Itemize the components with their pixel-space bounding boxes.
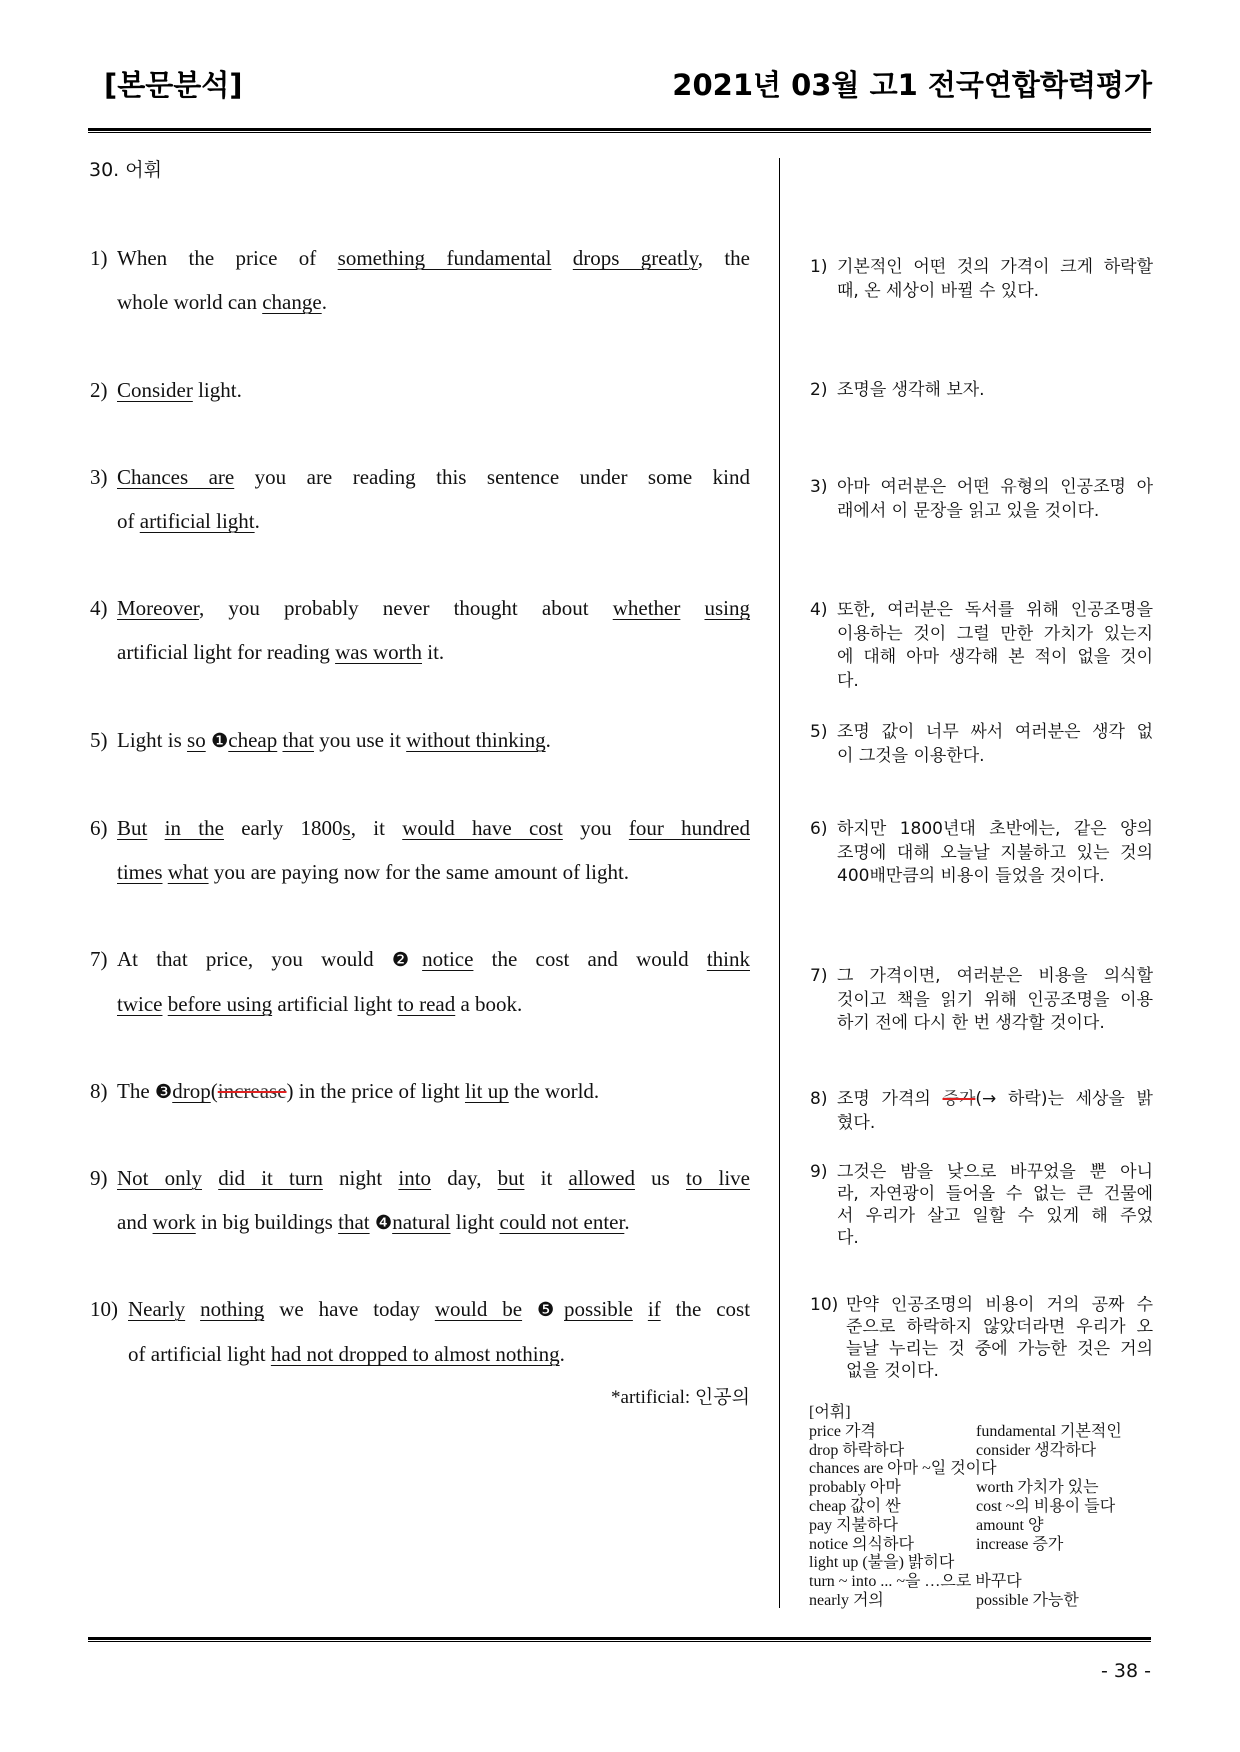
underlined-phrase: four hundred: [628, 816, 750, 840]
underlined-phrase: what: [167, 860, 209, 884]
passage-sentence: [90, 1287, 750, 1376]
vocabulary-list: [809, 1404, 1154, 1611]
translation-number: 2): [810, 380, 828, 400]
choice-marker: ❺: [537, 1298, 565, 1321]
vocab-entry: amount 양: [976, 1516, 1044, 1534]
text-line: [837, 646, 1153, 670]
plain-text: the cost and would: [473, 947, 707, 971]
vocabulary-heading: [어휘]: [809, 1404, 851, 1421]
plain-text: it.: [422, 640, 445, 664]
plain-text: 하지만 1800년대 초반에는, 같은 양의: [837, 819, 1153, 839]
plain-text: 하기 전에 다시 한 번 생각할 것이다.: [837, 1013, 1105, 1033]
underlined-phrase: possible: [564, 1297, 633, 1321]
text-line: [837, 500, 1153, 524]
underlined-phrase: in the: [164, 816, 224, 840]
passage-sentence: [90, 455, 750, 543]
sentence-text: [117, 718, 750, 763]
sentence-text: [117, 1069, 750, 1114]
plain-text: 이용하는 것이 그럴 만한 가치가 있는지: [837, 623, 1153, 644]
text-line: [837, 865, 1153, 889]
text-line: [117, 937, 750, 982]
plain-text: 조명 값이 너무 싸서 여러분은 생각 없: [837, 722, 1153, 742]
sentence-text: [117, 236, 750, 324]
plain-text: .: [321, 290, 327, 314]
translation-item: [810, 818, 1153, 889]
vocab-entry: cheap 값이 싼: [809, 1497, 901, 1515]
translation-number: 7): [810, 966, 828, 986]
underlined-phrase: had not dropped to almost nothing: [270, 1342, 560, 1366]
sentence-number: 2): [90, 378, 108, 402]
text-line: [837, 1205, 1153, 1227]
page-number: - 38 -: [1101, 1660, 1151, 1682]
footnote: *artificial: 인공의: [611, 1387, 750, 1408]
page-category-title: [본문분석]: [104, 68, 243, 102]
plain-text: whole world can: [117, 290, 263, 314]
text-line: [117, 718, 750, 763]
vocabulary-title: [809, 1404, 1154, 1423]
vocabulary-row: [809, 1536, 1154, 1555]
passage-sentence: [90, 586, 750, 674]
text-line: [128, 1332, 750, 1376]
vocabulary-row: [809, 1592, 1154, 1611]
plain-text: .: [545, 728, 551, 752]
plain-text: 라, 자연광이 들어올 수 없는 큰 건물에: [837, 1184, 1153, 1204]
vocab-entry: possible 가능한: [976, 1591, 1079, 1609]
text-line: [837, 256, 1153, 280]
translation-number: 5): [810, 722, 828, 742]
plain-text: 아마 여러분은 어떤 유형의 인공조명 아: [837, 477, 1153, 497]
underlined-phrase: notice: [422, 947, 474, 971]
vocab-entry: pay 지불하다: [809, 1516, 898, 1534]
underlined-phrase: artificial light: [139, 509, 255, 533]
text-line: [846, 1338, 1153, 1360]
text-line: [837, 379, 1153, 403]
vocab-entry: nearly 거의: [809, 1591, 884, 1609]
plain-text: 조명을 생각해 보자.: [837, 380, 985, 400]
plain-text: [147, 816, 164, 840]
vocab-entry: price 가격: [809, 1422, 876, 1440]
plain-text: [680, 596, 704, 620]
sentence-number: 6): [90, 816, 108, 840]
plain-text: you use it: [314, 728, 407, 752]
underlined-phrase: nothing: [200, 1297, 265, 1321]
plain-text: [633, 1297, 648, 1321]
exam-title: 2021년 03월 고1 전국연합학력평가: [672, 68, 1152, 102]
text-line: [117, 850, 750, 894]
plain-text: (: [210, 1079, 218, 1103]
translation-text: [837, 1088, 1153, 1135]
vocabulary-row: [809, 1460, 1154, 1479]
plain-text: us: [634, 1166, 686, 1190]
underlined-phrase: to live: [686, 1166, 750, 1190]
footer-double-rule: [88, 1637, 1151, 1642]
plain-text: 400배만큼의 비용이 들었을 것이다.: [837, 866, 1105, 886]
plain-text: 때, 온 세상이 바뀔 수 있다.: [837, 280, 1040, 301]
translation-text: [846, 1294, 1153, 1382]
plain-text: 혔다.: [837, 1112, 876, 1133]
text-line: [837, 842, 1153, 866]
plain-text: , you probably never thought about: [198, 596, 613, 620]
text-line: [837, 818, 1153, 842]
vocab-entry: chances are 아마 ~일 것이다: [809, 1460, 997, 1478]
vocab-entry: turn ~ into ... ~을 …으로 바꾸다: [809, 1573, 1022, 1591]
plain-text: you are paying now for the same amount of light.: [208, 860, 630, 884]
vocab-entry: light up (불을) 밝히다: [809, 1554, 955, 1572]
plain-text: The: [117, 1079, 155, 1103]
vocabulary-row: [809, 1498, 1154, 1517]
plain-text: .: [624, 1210, 630, 1234]
passage-sentence: [90, 1069, 750, 1114]
plain-text: 다.: [837, 1228, 859, 1248]
plain-text: in big buildings: [195, 1210, 339, 1234]
plain-text: 기본적인 어떤 것의 가격이 크게 하락할: [837, 257, 1153, 277]
text-line: [837, 989, 1153, 1013]
plain-text: 준으로 하락하지 않았더라면 우리가 오: [846, 1317, 1153, 1337]
text-line: [128, 1287, 750, 1332]
text-line: [837, 1088, 1153, 1112]
sentence-text: [117, 455, 750, 543]
text-line: [117, 455, 750, 499]
plain-text: 늘날 누리는 것 중에 가능한 것은 거의: [846, 1339, 1153, 1359]
vocabulary-row: [809, 1573, 1154, 1592]
sentence-text: [128, 1287, 750, 1376]
translation-number: 1): [810, 257, 828, 277]
underlined-phrase: change: [262, 290, 322, 314]
sentence-text: [117, 368, 750, 412]
underlined-phrase: into: [398, 1166, 432, 1190]
plain-text: of artificial light: [128, 1342, 271, 1366]
text-line: [837, 1112, 1153, 1136]
underlined-phrase: would be: [434, 1297, 523, 1321]
text-line: [117, 499, 750, 543]
text-line: [846, 1360, 1153, 1382]
sentence-number: 1): [90, 246, 108, 270]
underlined-phrase: think: [706, 947, 750, 971]
passage-sentence: [90, 236, 750, 324]
passage-sentence: [90, 806, 750, 894]
plain-text: artificial light for reading: [117, 640, 336, 664]
underlined-phrase: work: [152, 1210, 196, 1234]
underlined-phrase: twice: [117, 992, 163, 1016]
passage-sentence: [90, 1156, 750, 1245]
plain-text: a book.: [455, 992, 523, 1016]
underlined-phrase: s: [342, 816, 351, 840]
choice-marker: ❶: [210, 729, 229, 752]
plain-text: 또한, 여러분은 독서를 위해 인공조명을: [837, 600, 1153, 620]
vocab-entry: drop 하락하다: [809, 1441, 905, 1459]
underlined-phrase: natural: [392, 1210, 451, 1234]
plain-text: , it: [350, 816, 403, 840]
underlined-phrase: without thinking: [406, 728, 546, 752]
vocab-entry: probably 아마: [809, 1479, 901, 1497]
translation-number: 9): [810, 1162, 828, 1182]
underlined-phrase: allowed: [568, 1166, 635, 1190]
translation-number: 4): [810, 600, 828, 620]
choice-marker: ❹: [374, 1211, 393, 1234]
passage-sentence: [90, 718, 750, 763]
underlined-phrase: but: [497, 1166, 525, 1190]
plain-text: 조명에 대해 오늘날 지불하고 있는 것의: [837, 842, 1153, 863]
vocabulary-row: [809, 1517, 1154, 1536]
plain-text: Light is: [117, 728, 188, 752]
translation-text: [837, 965, 1153, 1036]
underlined-phrase: Moreover: [117, 596, 199, 620]
underlined-phrase: did it turn: [218, 1166, 323, 1190]
text-line: [117, 236, 750, 280]
plain-text: night: [322, 1166, 399, 1190]
plain-text: 에 대해 아마 생각해 본 적이 없을 것이: [837, 647, 1153, 667]
sentence-number: 10): [90, 1297, 118, 1321]
vocabulary-row: [809, 1423, 1154, 1442]
plain-text: .: [254, 509, 260, 533]
translation-number: 3): [810, 477, 828, 497]
vocabulary-row: [809, 1442, 1154, 1461]
text-line: [837, 965, 1153, 989]
plain-text: [551, 246, 572, 270]
text-line: [117, 1156, 750, 1200]
sentence-number: 4): [90, 596, 108, 620]
plain-text: early 1800: [223, 816, 343, 840]
plain-text: At that price, you would: [117, 947, 392, 971]
sentence-number: 8): [90, 1079, 108, 1103]
plain-text: 그 가격이면, 여러분은 비용을 의식할: [837, 966, 1153, 986]
underlined-phrase: was worth: [335, 640, 422, 664]
plain-text: (→ 하락)는 세상을 밝: [975, 1089, 1153, 1109]
underlined-phrase: that: [282, 728, 314, 752]
underlined-phrase: Consider: [117, 378, 193, 402]
choice-marker: ❷: [391, 948, 423, 971]
plain-text: day,: [431, 1166, 498, 1190]
text-line: [837, 1161, 1153, 1183]
underlined-phrase: that: [338, 1210, 370, 1234]
question-title: 30. 어휘: [89, 159, 162, 181]
text-line: [837, 1183, 1153, 1205]
translation-item: [810, 721, 1153, 768]
plain-text: When the price of: [117, 246, 338, 270]
text-line: [117, 1069, 750, 1114]
translation-number: 10): [810, 1295, 839, 1315]
translation-item: [810, 1294, 1153, 1382]
underlined-phrase: to read: [397, 992, 456, 1016]
vocabulary-row: [809, 1479, 1154, 1498]
plain-text: the cost: [660, 1297, 751, 1321]
text-line: [117, 368, 750, 412]
underlined-phrase: using: [704, 596, 751, 620]
vocab-entry: increase 증가: [976, 1535, 1064, 1553]
plain-text: light: [450, 1210, 500, 1234]
plain-text: [522, 1297, 537, 1321]
plain-text: 서 우리가 살고 일할 수 있게 해 주었: [837, 1206, 1153, 1226]
translation-text: [837, 599, 1153, 693]
text-line: [117, 982, 750, 1026]
translation-item: [810, 1088, 1153, 1135]
plain-text: 조명 가격의: [837, 1089, 943, 1109]
plain-text: 다.: [837, 670, 859, 691]
sentence-text: [117, 1156, 750, 1245]
vocab-entry: consider 생각하다: [976, 1441, 1097, 1459]
text-line: [837, 599, 1153, 623]
text-line: [846, 1316, 1153, 1338]
plain-text: 없을 것이다.: [846, 1361, 939, 1381]
translation-item: [810, 599, 1153, 693]
underlined-phrase: so: [187, 728, 206, 752]
sentence-number: 3): [90, 465, 108, 489]
sentence-text: [117, 586, 750, 674]
vocab-entry: cost ~의 비용이 들다: [976, 1497, 1116, 1515]
underlined-phrase: Not only: [117, 1166, 203, 1190]
text-line: [837, 476, 1153, 500]
text-line: [117, 630, 750, 674]
underlined-phrase: if: [647, 1297, 661, 1321]
translation-item: [810, 1161, 1153, 1249]
text-line: [837, 721, 1153, 745]
vocab-entry: worth 가치가 있는: [976, 1479, 1099, 1497]
vocabulary-row: [809, 1554, 1154, 1573]
underlined-phrase: drops greatly: [572, 246, 698, 270]
plain-text: light.: [192, 378, 242, 402]
plain-text: and: [117, 1210, 153, 1234]
sentence-number: 9): [90, 1166, 108, 1190]
column-divider: [779, 158, 780, 1608]
text-line: [117, 586, 750, 630]
underlined-phrase: before using: [167, 992, 273, 1016]
underlined-phrase: times: [117, 860, 163, 884]
translation-text: [837, 476, 1153, 523]
text-line: [837, 670, 1153, 694]
text-line: [117, 806, 750, 850]
translation-text: [837, 379, 1153, 403]
translation-number: 8): [810, 1089, 828, 1109]
translation-text: [837, 818, 1153, 889]
plain-text: 래에서 이 문장을 읽고 있을 것이다.: [837, 500, 1100, 521]
translation-text: [837, 721, 1153, 768]
text-line: [837, 1012, 1153, 1036]
text-line: [117, 1200, 750, 1245]
translation-text: [837, 256, 1153, 303]
plain-text: you: [562, 816, 629, 840]
plain-text: artificial light: [272, 992, 398, 1016]
plain-text: it: [524, 1166, 569, 1190]
header-double-rule: [88, 128, 1151, 133]
underlined-phrase: something fundamental: [337, 246, 552, 270]
text-line: [117, 280, 750, 324]
translation-item: [810, 476, 1153, 523]
plain-text: you are reading this sentence under some kind: [234, 465, 751, 489]
sentence-text: [117, 806, 750, 894]
sentence-number: 7): [90, 947, 108, 971]
plain-text: the world.: [508, 1079, 600, 1103]
underlined-phrase: Nearly: [128, 1297, 186, 1321]
underlined-phrase: would have cost: [402, 816, 563, 840]
vocab-entry: notice 의식하다: [809, 1535, 914, 1553]
text-line: [837, 623, 1153, 647]
struck-word: 증가: [942, 1089, 976, 1109]
translation-item: [810, 256, 1153, 303]
sentence-number: 5): [90, 728, 108, 752]
text-line: [846, 1294, 1153, 1316]
underlined-phrase: Chances are: [117, 465, 235, 489]
passage-sentence: [90, 937, 750, 1026]
plain-text: 만약 인공조명의 비용이 거의 공짜 수: [846, 1295, 1153, 1315]
plain-text: 이 그것을 이용한다.: [837, 745, 985, 766]
plain-text: ) in the price of light: [286, 1079, 465, 1103]
translation-item: [810, 379, 1153, 403]
passage-sentence: [90, 368, 750, 412]
plain-text: of: [117, 509, 140, 533]
struck-word: increase: [217, 1079, 287, 1103]
plain-text: .: [559, 1342, 565, 1366]
sentence-text: [117, 937, 750, 1026]
plain-text: [202, 1166, 218, 1190]
underlined-phrase: whether: [612, 596, 681, 620]
translation-number: 6): [810, 819, 828, 839]
text-line: [837, 1227, 1153, 1249]
underlined-phrase: drop: [172, 1079, 211, 1103]
choice-marker: ❸: [154, 1080, 173, 1103]
underlined-phrase: lit up: [464, 1079, 509, 1103]
plain-text: [185, 1297, 200, 1321]
underlined-phrase: could not enter: [499, 1210, 625, 1234]
translation-item: [810, 965, 1153, 1036]
vocab-entry: fundamental 기본적인: [976, 1422, 1122, 1440]
text-line: [837, 280, 1153, 304]
underlined-phrase: But: [117, 816, 148, 840]
translation-text: [837, 1161, 1153, 1249]
plain-text: , the: [697, 246, 750, 270]
plain-text: 그것은 밤을 낮으로 바꾸었을 뿐 아니: [837, 1162, 1153, 1182]
plain-text: we have today: [264, 1297, 435, 1321]
plain-text: 것이고 책을 읽기 위해 인공조명을 이용: [837, 989, 1153, 1010]
text-line: [837, 745, 1153, 769]
underlined-phrase: cheap: [228, 728, 278, 752]
